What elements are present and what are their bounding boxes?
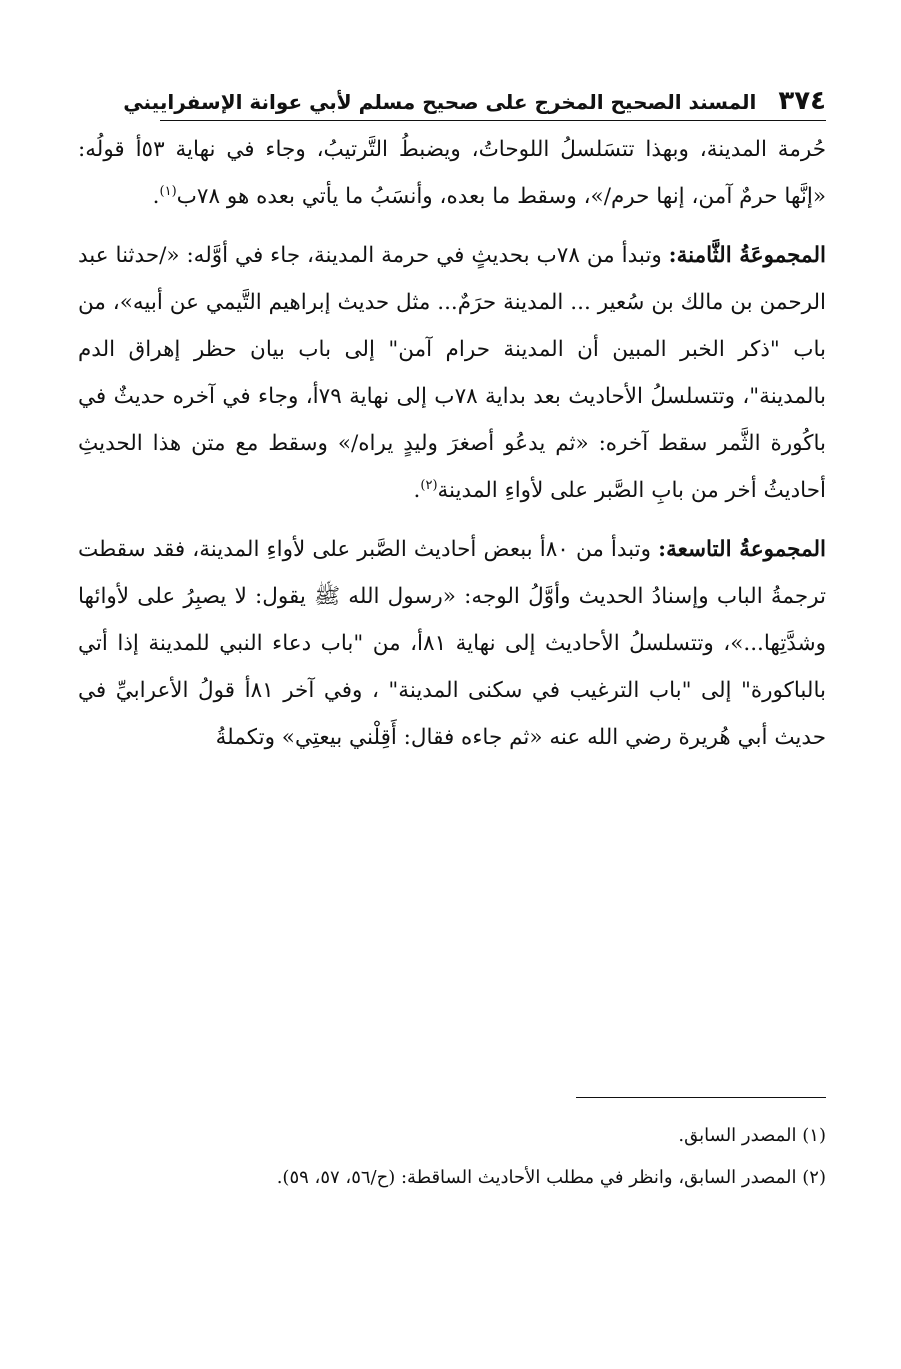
footnote-2: (٢) المصدر السابق، وانظر في مطلب الأحاديث الساقطة: (ح/٥٦، ٥٧، ٥٩). [276, 1167, 826, 1188]
paragraph-2-tail: . [413, 478, 421, 503]
paragraph-1-text: حُرمة المدينة، وبهذا تتسَلسلُ اللوحاتُ، ويضبطُ التَّرتيبُ، وجاء في نهاية ٥٣أ قولُه: «إنَّها حرمٌ آمن، إنها حرم/»، وسقط ما بعده، وأنسَبُ ما يأتي بعده هو ٧٨ب [78, 137, 826, 209]
paragraph-2 [78, 232, 826, 514]
footnote-ref-1: (١) [159, 183, 177, 199]
paragraph-3-text: وتبدأ من ٨٠أ ببعض أحاديث الصَّبر على لأواءِ المدينة، فقد سقطت ترجمةُ الباب وإسنادُ الحديث وأوَّلُ الوجه: «رسول الله ﷺ يقول: لا يصبِرُ على لأوائها وشدَّتِها...»، وتتسلسلُ الأحاديث إلى نهاية ٨١أ، من "باب دعاء النبي للمدينة إذا أتي بالباكورة" إلى "باب الترغيب في سكنى المدينة" ، وفي آخر ٨١أ قولُ الأعرابيِّ في حديث أبي هُريرة رضي الله عنه «ثم جاءه فقال: أَقِلْني بيعتِي» وتكملةُ [78, 537, 826, 750]
footnote-ref-2: (٢) [420, 477, 438, 493]
paragraph-1 [78, 126, 826, 220]
paragraph-3 [78, 526, 826, 761]
footnotes [78, 1120, 826, 1204]
paragraph-2-heading: المجموعَةُ الثَّامنة: [668, 243, 826, 268]
page-number: ٣٧٤ [778, 86, 826, 116]
running-title: المسند الصحيح المخرج على صحيح مسلم لأبي عوانة الإسفراييني [123, 90, 757, 114]
footnote-1: (١) المصدر السابق. [678, 1125, 826, 1146]
paragraph-3-heading: المجموعةُ التاسعة: [658, 537, 827, 562]
main-text [78, 126, 826, 773]
footnote-separator [576, 1097, 826, 1098]
page-header [123, 72, 826, 121]
paragraph-2-text: وتبدأ من ٧٨ب بحديثٍ في حرمة المدينة، جاء في أوَّله: «/حدثنا عبد الرحمن بن مالك بن سُعير ... المدينة حرَمٌ... مثل حديث إبراهيم التَّيمي عن أبيه»، من باب "ذكر الخبر المبين أن المدينة حرام آمن" إلى باب بيان حظر إهراق الدم بالمدينة"، وتتسلسلُ الأحاديث بعد بداية ٧٨ب إلى نهاية ٧٩أ، وجاء في آخره حديثٌ في باكُورة الثَّمر سقط آخره: «ثم يدعُو أصغرَ وليدٍ يراه/» وسقط مع متن هذا الحديثِ أحاديثُ أخر من بابِ الصَّبر على لأواءِ المدينة [78, 243, 826, 503]
paragraph-1-tail: . [152, 184, 160, 209]
